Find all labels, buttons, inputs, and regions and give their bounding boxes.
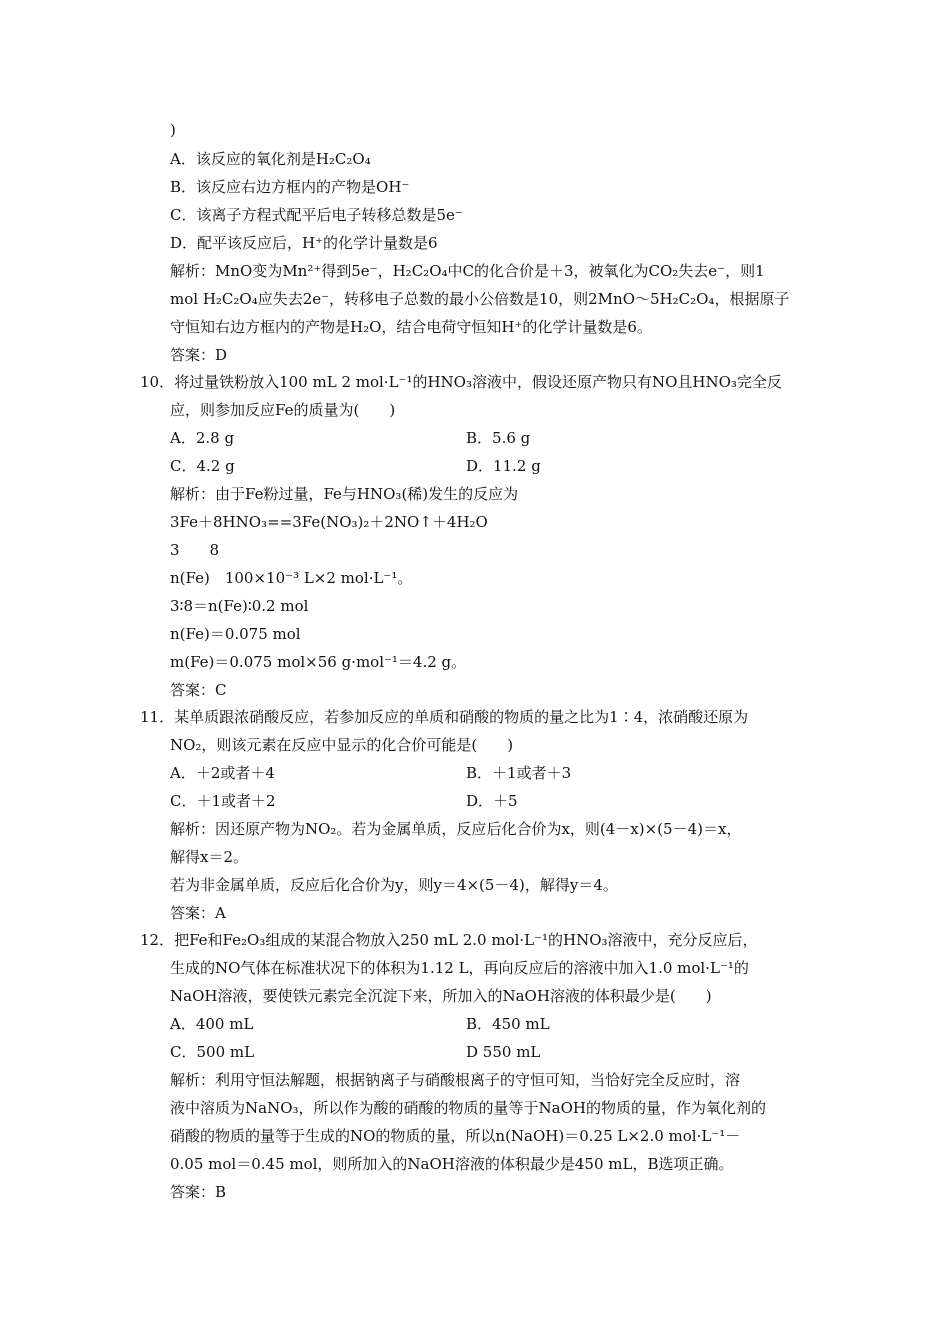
q10-answer: 答案：C — [170, 681, 227, 699]
q10-analysis-line: n(Fe) 100×10⁻³ L×2 mol·L⁻¹。 — [170, 569, 413, 587]
q11-answer: 答案：A — [170, 904, 226, 922]
q10-analysis-line: 解析：由于Fe粉过量，Fe与HNO₃(稀)发生的反应为 — [170, 485, 519, 503]
q9-option-d: D．配平该反应后，H⁺的化学计量数是6 — [170, 234, 438, 252]
q11-stem-line: 11．某单质跟浓硝酸反应，若参加反应的单质和硝酸的物质的量之比为1∶4，浓硝酸还原为 — [140, 708, 749, 726]
q10-stem-line: 应，则参加反应Fe的质量为( ) — [170, 401, 396, 419]
q12-answer: 答案：B — [170, 1183, 227, 1201]
q10-analysis-line: n(Fe)＝0.075 mol — [170, 625, 301, 643]
q9-paren: ) — [170, 121, 176, 139]
q9-answer: 答案：D — [170, 346, 228, 364]
q11-option-c: C．＋1或者＋2 — [170, 792, 276, 810]
q12-stem-line: 12．把Fe和Fe₂O₃组成的某混合物放入250 mL 2.0 mol·L⁻¹的HNO₃溶液中，充分反应后， — [140, 931, 758, 949]
q11-option-b: B．＋1或者＋3 — [466, 764, 572, 782]
q9-option-a: A．该反应的氧化剂是H₂C₂O₄ — [170, 150, 371, 168]
q10-stem-line: 10．将过量铁粉放入100 mL 2 mol·L⁻¹的HNO₃溶液中，假设还原产物只有NO且HNO₃完全反 — [140, 373, 782, 391]
q11-option-d: D．＋5 — [466, 792, 518, 810]
q9-option-b: B．该反应右边方框内的产物是OH⁻ — [170, 178, 410, 196]
q10-analysis-line: m(Fe)＝0.075 mol×56 g·mol⁻¹＝4.2 g。 — [170, 653, 467, 671]
q10-analysis-line: 3 8 — [170, 541, 220, 559]
q12-option-a: A．400 mL — [170, 1015, 254, 1033]
q9-analysis-line: mol H₂C₂O₄应失去2e⁻，转移电子总数的最小公倍数是10，则2MnO～5H₂C₂O₄，根据原子 — [170, 290, 790, 308]
q10-option-d: D．11.2 g — [466, 457, 541, 475]
q11-option-a: A．＋2或者＋4 — [170, 764, 275, 782]
q9-analysis-line: 解析：MnO变为Mn²⁺得到5e⁻，H₂C₂O₄中C的化合价是＋3，被氧化为CO₂失去e⁻，则1 — [170, 262, 765, 280]
q10-analysis-line: 3∶8＝n(Fe)∶0.2 mol — [170, 597, 309, 615]
q9-option-c: C．该离子方程式配平后电子转移总数是5e⁻ — [170, 206, 463, 224]
q12-option-d: D 550 mL — [466, 1043, 541, 1061]
q10-option-c: C．4.2 g — [170, 457, 235, 475]
q12-analysis-line: 解析：利用守恒法解题，根据钠离子与硝酸根离子的守恒可知，当恰好完全反应时，溶 — [170, 1071, 741, 1089]
q11-analysis-line: 解得x＝2。 — [170, 848, 249, 866]
q11-stem-line: NO₂，则该元素在反应中显示的化合价可能是( ) — [170, 736, 514, 754]
q9-analysis-line: 守恒知右边方框内的产物是H₂O，结合电荷守恒知H⁺的化学计量数是6。 — [170, 318, 652, 336]
q12-option-c: C．500 mL — [170, 1043, 255, 1061]
q12-stem-line: 生成的NO气体在标准状况下的体积为1.12 L，再向反应后的溶液中加入1.0 mol·L⁻¹的 — [170, 959, 749, 977]
q12-option-b: B．450 mL — [466, 1015, 550, 1033]
q12-analysis-line: 0.05 mol＝0.45 mol，则所加入的NaOH溶液的体积最少是450 mL，B选项正确。 — [170, 1155, 734, 1173]
q11-analysis-line: 解析：因还原产物为NO₂。若为金属单质，反应后化合价为x，则(4－x)×(5－4)＝x， — [170, 820, 742, 838]
q11-analysis-line: 若为非金属单质，反应后化合价为y，则y＝4×(5－4)，解得y＝4。 — [170, 876, 618, 894]
q12-analysis-line: 硝酸的物质的量等于生成的NO的物质的量，所以n(NaOH)＝0.25 L×2.0 mol·L⁻¹－ — [170, 1127, 741, 1145]
q12-stem-line: NaOH溶液，要使铁元素完全沉淀下来，所加入的NaOH溶液的体积最少是( ) — [170, 987, 712, 1005]
q10-equation: 3Fe＋8HNO₃==3Fe(NO₃)₂＋2NO↑＋4H₂O — [170, 513, 488, 531]
q12-analysis-line: 液中溶质为NaNO₃，所以作为酸的硝酸的物质的量等于NaOH的物质的量，作为氧化剂的 — [170, 1099, 766, 1117]
q10-option-b: B．5.6 g — [466, 429, 531, 447]
q10-option-a: A．2.8 g — [170, 429, 235, 447]
